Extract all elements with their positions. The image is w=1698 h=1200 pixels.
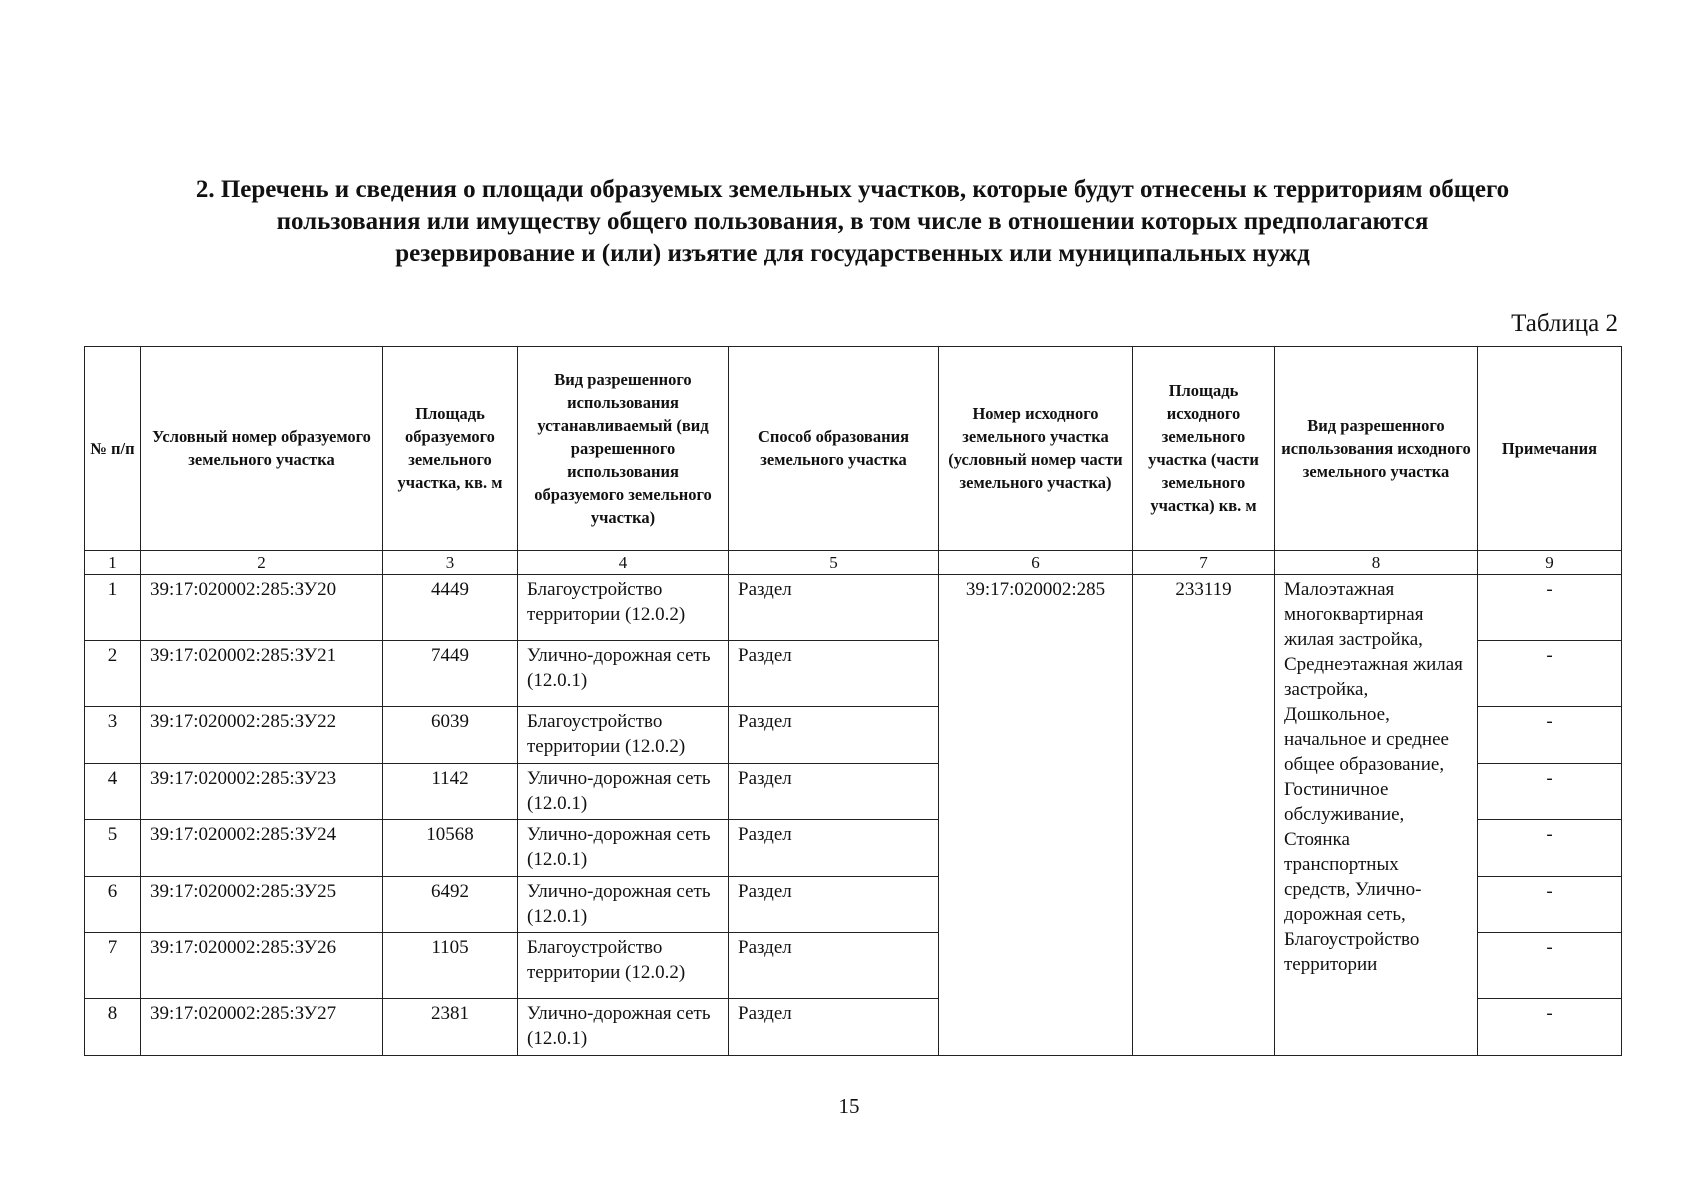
header-cell: Вид разрешенного использования устанавливаемый (вид разрешенного использования образуемого земельного участка) (518, 347, 729, 551)
column-number: 6 (939, 550, 1133, 575)
note: - (1478, 933, 1622, 999)
header-cell: Площадь образуемого земельного участка, кв. м (383, 347, 518, 551)
plot-id: 39:17:020002:285:ЗУ22 (141, 707, 383, 764)
column-number: 2 (141, 550, 383, 575)
column-number: 7 (1133, 550, 1275, 575)
permitted-use: Улично-дорожная сеть (12.0.1) (518, 876, 729, 933)
note: - (1478, 707, 1622, 764)
table-row (85, 575, 1622, 641)
section-heading (80, 174, 1625, 270)
formation-method: Раздел (729, 999, 939, 1056)
note: - (1478, 820, 1622, 877)
land-plots-table (84, 346, 1622, 1056)
plot-area: 6039 (383, 707, 518, 764)
row-number: 3 (85, 707, 141, 764)
header-cell: Примечания (1478, 347, 1622, 551)
note: - (1478, 999, 1622, 1056)
column-number: 5 (729, 550, 939, 575)
formation-method: Раздел (729, 820, 939, 877)
source-parcel-number: 39:17:020002:285 (939, 575, 1133, 1056)
page-number: 15 (838, 1094, 860, 1118)
plot-area: 1142 (383, 763, 518, 820)
header-cell: № п/п (85, 347, 141, 551)
permitted-use: Улично-дорожная сеть (12.0.1) (518, 820, 729, 877)
header-cell: Площадь исходного земельного участка (части земельного участка) кв. м (1133, 347, 1275, 551)
permitted-use: Благоустройство территории (12.0.2) (518, 575, 729, 641)
row-number: 7 (85, 933, 141, 999)
formation-method: Раздел (729, 933, 939, 999)
plot-id: 39:17:020002:285:ЗУ23 (141, 763, 383, 820)
formation-method: Раздел (729, 763, 939, 820)
permitted-use: Улично-дорожная сеть (12.0.1) (518, 763, 729, 820)
permitted-use: Улично-дорожная сеть (12.0.1) (518, 999, 729, 1056)
header-cell: Вид разрешенного использования исходного земельного участка (1275, 347, 1478, 551)
heading-line-1: 2. Перечень и сведения о площади образуемых земельных участков, которые будут отнесены к территориям общего (195, 176, 1510, 203)
permitted-use: Улично-дорожная сеть (12.0.1) (518, 641, 729, 707)
column-number: 8 (1275, 550, 1478, 575)
note: - (1478, 876, 1622, 933)
plot-area: 2381 (383, 999, 518, 1056)
formation-method: Раздел (729, 641, 939, 707)
column-number-row (85, 550, 1622, 575)
note: - (1478, 641, 1622, 707)
row-number: 8 (85, 999, 141, 1056)
heading-line-2: пользования или имуществу общего пользования, в том числе в отношении которых предполагаются (276, 208, 1429, 235)
header-row (85, 347, 1622, 551)
plot-id: 39:17:020002:285:ЗУ25 (141, 876, 383, 933)
plot-id: 39:17:020002:285:ЗУ21 (141, 641, 383, 707)
plot-area: 1105 (383, 933, 518, 999)
formation-method: Раздел (729, 876, 939, 933)
permitted-use: Благоустройство территории (12.0.2) (518, 933, 729, 999)
row-number: 4 (85, 763, 141, 820)
column-number: 4 (518, 550, 729, 575)
row-number: 6 (85, 876, 141, 933)
source-permitted-use: Малоэтажная многоквартирная жилая застройка, Среднеэтажная жилая застройка, Дошкольное, начальное и среднее общее образование, Гостиничное обслуживание, Стоянка транспортных средств, Улично-дорожная сеть, Благоустройство территории (1275, 575, 1478, 1056)
plot-area: 7449 (383, 641, 518, 707)
column-number: 9 (1478, 550, 1622, 575)
row-number: 2 (85, 641, 141, 707)
heading-line-3: резервирование и (или) изъятие для государственных или муниципальных нужд (395, 240, 1310, 267)
header-cell: Способ образования земельного участка (729, 347, 939, 551)
header-cell: Условный номер образуемого земельного участка (141, 347, 383, 551)
formation-method: Раздел (729, 575, 939, 641)
plot-area: 4449 (383, 575, 518, 641)
column-number: 1 (85, 550, 141, 575)
column-number: 3 (383, 550, 518, 575)
plot-area: 6492 (383, 876, 518, 933)
plot-area: 10568 (383, 820, 518, 877)
plot-id: 39:17:020002:285:ЗУ27 (141, 999, 383, 1056)
table-caption: Таблица 2 (1511, 310, 1618, 337)
row-number: 1 (85, 575, 141, 641)
note: - (1478, 575, 1622, 641)
plot-id: 39:17:020002:285:ЗУ20 (141, 575, 383, 641)
formation-method: Раздел (729, 707, 939, 764)
header-cell: Номер исходного земельного участка (условный номер части земельного участка) (939, 347, 1133, 551)
source-parcel-area: 233119 (1133, 575, 1275, 1056)
permitted-use: Благоустройство территории (12.0.2) (518, 707, 729, 764)
row-number: 5 (85, 820, 141, 877)
plot-id: 39:17:020002:285:ЗУ26 (141, 933, 383, 999)
note: - (1478, 763, 1622, 820)
plot-id: 39:17:020002:285:ЗУ24 (141, 820, 383, 877)
